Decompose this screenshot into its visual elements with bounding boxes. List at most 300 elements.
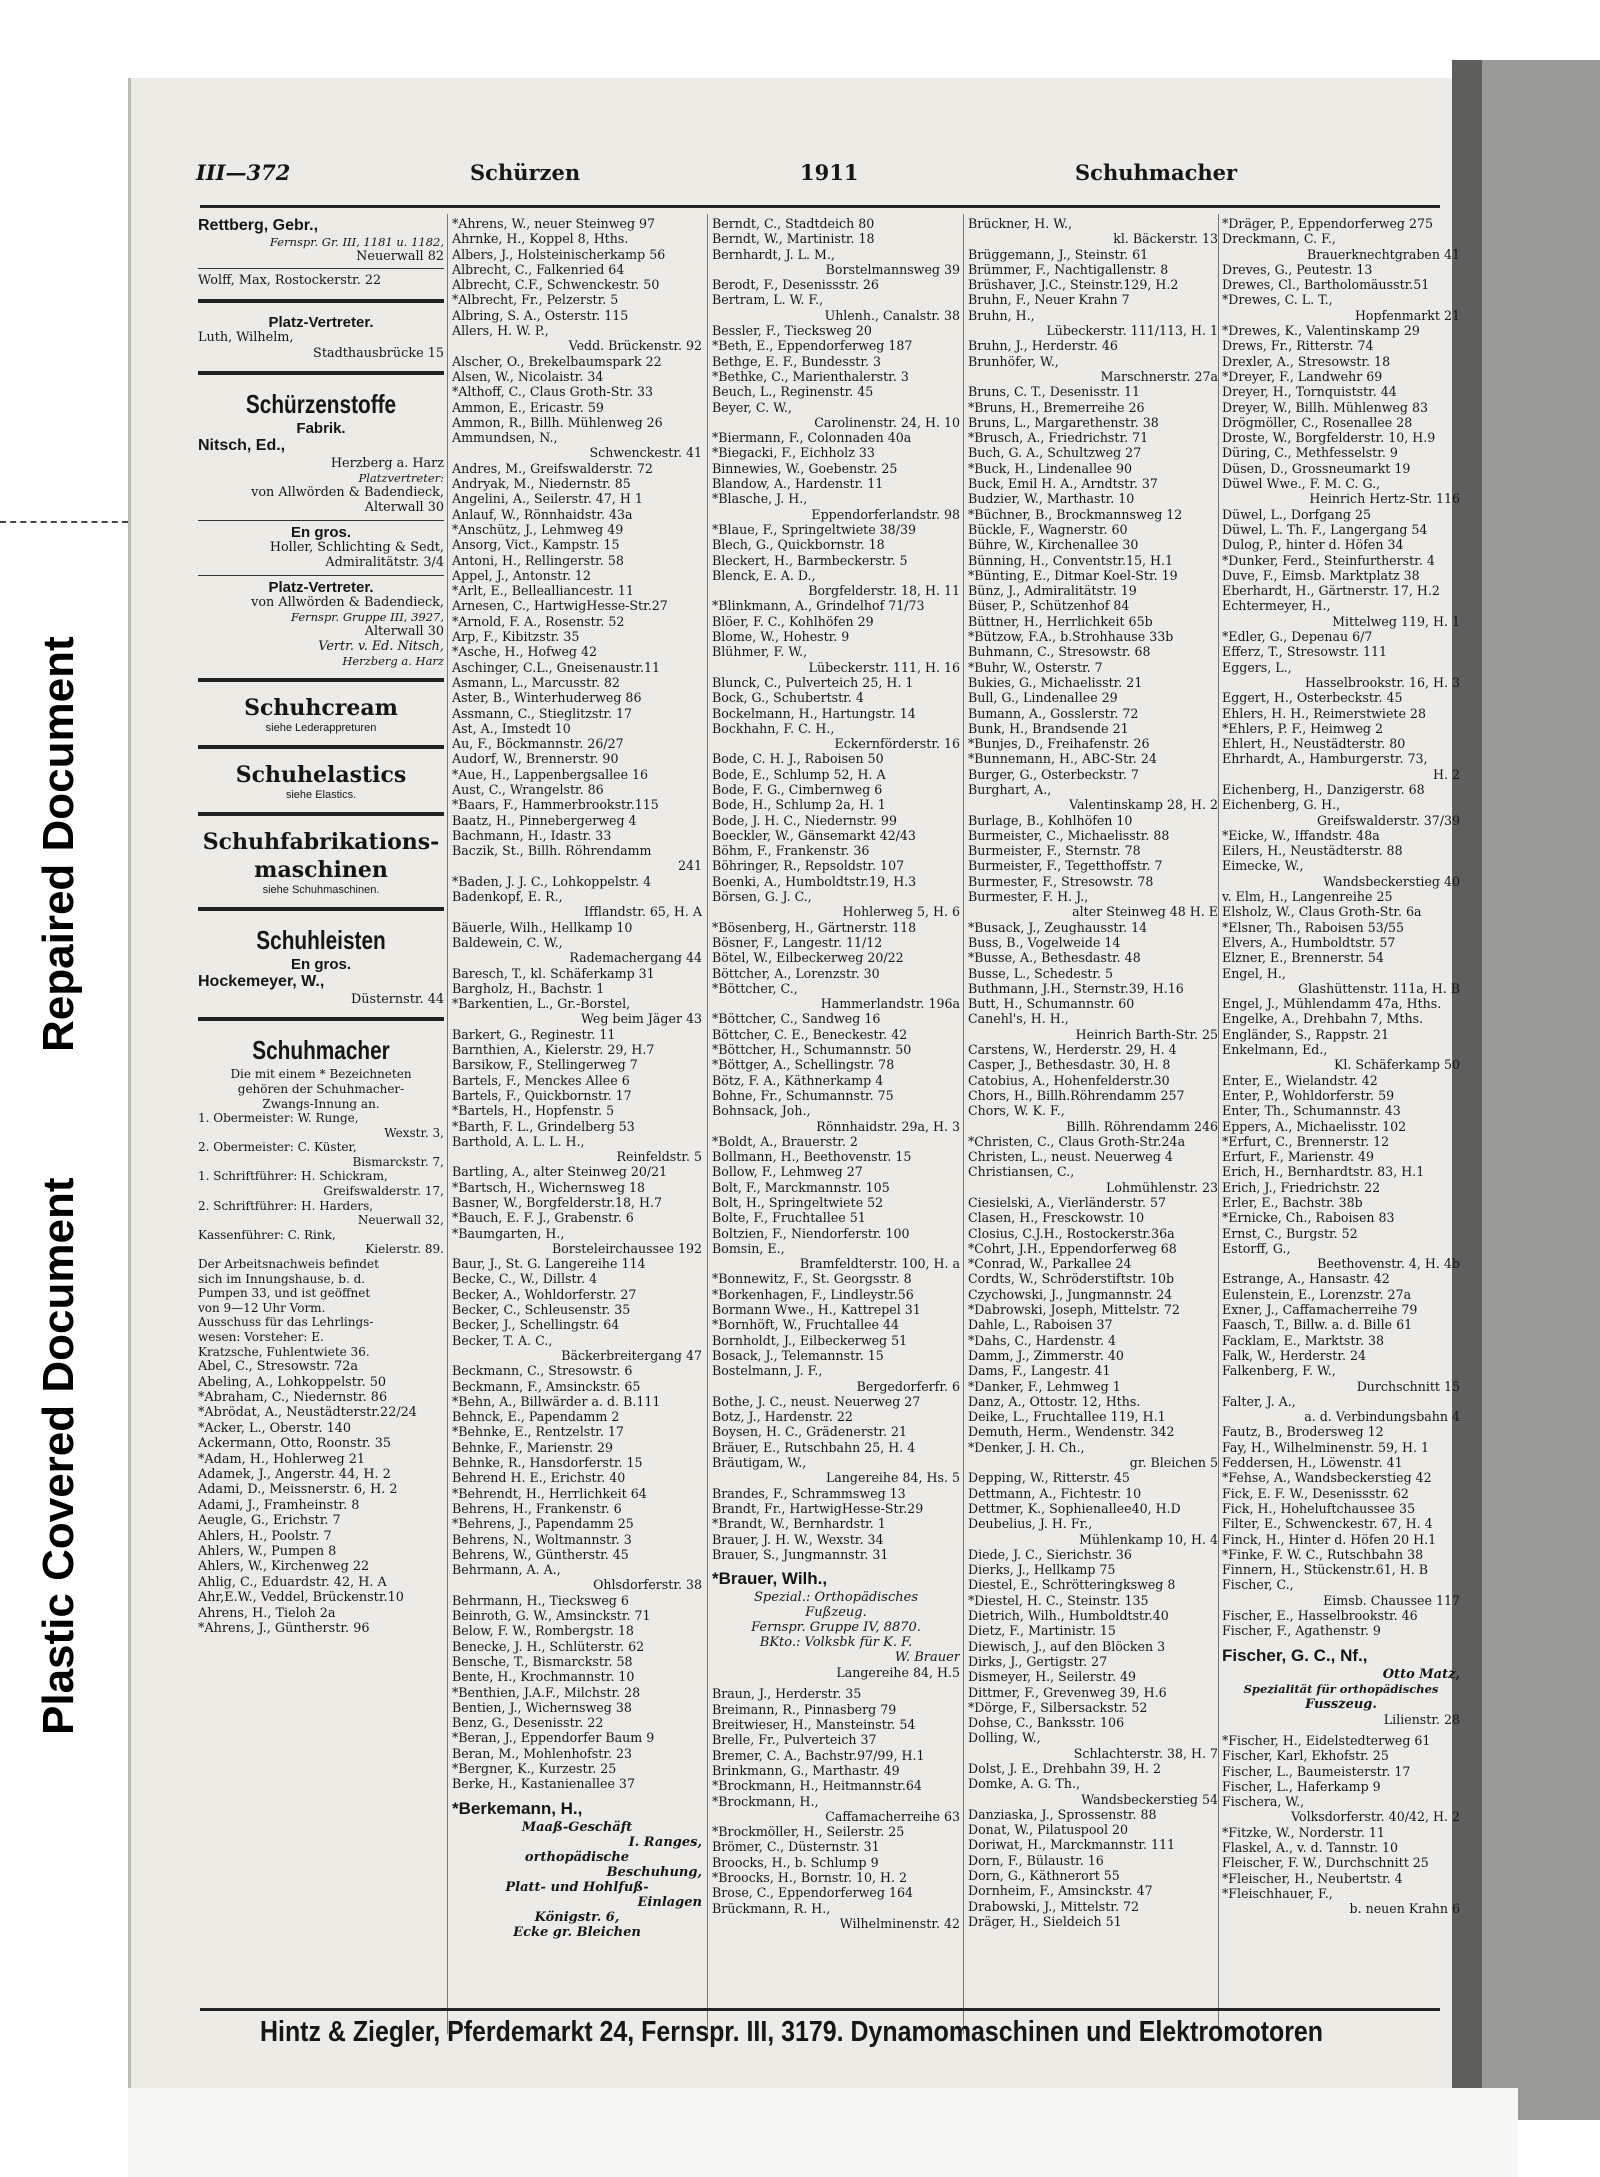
directory-entry: Becker, C., Schleusenstr. 35 — [452, 1302, 631, 1318]
directory-entry: Bückle, F., Wagnerstr. 60 — [968, 521, 1128, 537]
directory-entry: Börsen, G. J. C., — [712, 889, 812, 905]
directory-entry: Allers, H. W. P., — [452, 323, 549, 339]
directory-entry: *Büchner, B., Brockmannsweg 12 — [968, 506, 1183, 522]
directory-entry: Becker, T. A. C., — [452, 1332, 553, 1348]
directory-entry: Dulog, P., hinter d. Höfen 34 — [1222, 537, 1404, 553]
directory-entry: Boeckler, W., Gänsemarkt 42/43 — [712, 827, 916, 843]
directory-entry: Ammundsen, N., — [452, 430, 558, 446]
directory-entry: Efferz, T., Stresowstr. 111 — [1222, 644, 1388, 660]
directory-entry: Bruhn, H., — [968, 307, 1035, 323]
directory-entry: von 9—12 Uhr Vorm. — [198, 1300, 326, 1315]
directory-entry: Düwel, L., Dorfgang 25 — [1222, 506, 1371, 522]
directory-entry: *Drewes, K., Valentinskamp 29 — [1222, 323, 1420, 339]
divider — [198, 575, 444, 576]
directory-entry: Anlauf, W., Rönnhaidstr. 43a — [452, 506, 633, 522]
directory-entry: Ackermann, Otto, Roonstr. 35 — [198, 1436, 391, 1452]
fischer-ad — [1222, 1645, 1460, 1727]
directory-entry: Alscher, O., Brekelbaumspark 22 — [452, 353, 662, 369]
directory-entry: Fischer, E., Hasselbrookstr. 46 — [1222, 1608, 1418, 1624]
directory-entry: Czychowski, J., Jungmannstr. 24 — [968, 1286, 1173, 1302]
allwoerden-entry: von Allwörden & Badendieck, — [251, 484, 444, 500]
directory-entry: *Bornhöft, W., Fruchtallee 44 — [712, 1317, 900, 1333]
directory-entry: Badenkopf, E. R., — [452, 889, 563, 905]
directory-entry: Bohnsack, Joh., — [712, 1103, 811, 1119]
platzvertreter-label: Platzvertreter: — [358, 470, 444, 485]
directory-entry: H. 2 — [1432, 766, 1460, 782]
directory-entry: gr. Bleichen 5 — [1129, 1455, 1218, 1471]
footer-rule — [200, 2008, 1440, 2011]
directory-entry: Barnthien, A., Kielerstr. 29, H.7 — [452, 1042, 655, 1058]
directory-entry: *Barth, F. L., Grindelberg 53 — [452, 1118, 635, 1134]
directory-entry: *Fischer, H., Eidelstedterweg 61 — [1222, 1732, 1431, 1748]
directory-entry: *Brockmann, H., — [712, 1793, 819, 1809]
directory-entry: *Blinkmann, A., Grindelhof 71/73 — [712, 598, 925, 614]
directory-entry: Burger, G., Osterbeckstr. 7 — [968, 766, 1139, 782]
directory-entry: Alsen, W., Nicolaistr. 34 — [452, 368, 604, 384]
directory-entry: *Beth, E., Eppendorferweg 187 — [712, 338, 913, 354]
directory-entry: Christen, L., neust. Neuerweg 4 — [968, 1149, 1173, 1165]
directory-entry: Danziaska, J., Sprossenstr. 88 — [968, 1806, 1157, 1822]
directory-entry: Bockelmann, H., Hartungstr. 14 — [712, 705, 916, 721]
directory-entry: Ehlers, H. H., Reimerstwiete 28 — [1222, 705, 1426, 721]
directory-entry: Ahlers, W., Pumpen 8 — [198, 1544, 337, 1560]
directory-entry: *Elsner, Th., Raboisen 53/55 — [1222, 919, 1404, 935]
directory-entry: *Beran, J., Eppendorfer Baum 9 — [452, 1730, 655, 1746]
schuhmacher-heading: Schuhmacher — [252, 1035, 390, 1066]
directory-entry: Elsholz, W., Claus Groth-Str. 6a — [1222, 904, 1422, 920]
directory-entry: Böhringer, R., Repsoldstr. 107 — [712, 858, 905, 874]
directory-entry: *Acker, L., Oberstr. 140 — [198, 1420, 352, 1436]
directory-entry: *Buck, H., Lindenallee 90 — [968, 460, 1132, 476]
directory-entry: Burmester, F., Stresowstr. 78 — [968, 873, 1154, 889]
directory-entry: Bessler, F., Tiecksweg 20 — [712, 323, 872, 339]
directory-entry: gehören der Schuhmacher- — [237, 1081, 405, 1096]
directory-entry: Engel, H., — [1222, 965, 1286, 981]
directory-entry: Drabowski, J., Mittelstr. 72 — [968, 1898, 1139, 1914]
directory-entry: Borsteleirchaussee 192 — [551, 1240, 702, 1256]
directory-entry: Ahlig, C., Eduardstr. 42, H. A — [198, 1574, 387, 1590]
directory-entry: Finck, H., Hinter d. Höfen 20 H.1 — [1222, 1531, 1437, 1547]
directory-entry: Beran, M., Mohlenhofstr. 23 — [452, 1745, 632, 1761]
directory-entry: Burghart, A., — [968, 781, 1052, 797]
ad-line: Fußzeug. — [805, 1605, 867, 1621]
directory-entry: Eberhardt, H., Gärtnerstr. 17, H.2 — [1222, 583, 1440, 599]
directory-entry: *Albrecht, Fr., Pelzerstr. 5 — [452, 292, 619, 308]
innung-note — [198, 1067, 444, 1359]
directory-entry: *Christen, C., Claus Groth-Str.24a — [968, 1133, 1186, 1149]
directory-entry: Bösner, F., Langestr. 11/12 — [712, 934, 883, 950]
directory-entry: Closius, C.J.H., Rostockerstr.36a — [968, 1225, 1175, 1241]
directory-entry: Dahle, L., Raboisen 37 — [968, 1317, 1113, 1333]
entry-list — [712, 216, 960, 1562]
directory-entry: Der Arbeitsnachweis befindet — [198, 1257, 379, 1272]
directory-entry: Bolte, F., Fruchtallee 51 — [712, 1210, 866, 1226]
directory-entry: Bente, H., Krochmannstr. 10 — [452, 1669, 635, 1685]
directory-entry: Burmester, F. H. J., — [968, 889, 1089, 905]
directory-entry: Bornholdt, J., Eilbeckerweg 51 — [712, 1332, 908, 1348]
directory-entry: *Adam, H., Hohlerweg 21 — [198, 1451, 366, 1467]
directory-entry: Becker, J., Schellingstr. 64 — [452, 1317, 620, 1333]
directory-entry: Donat, W., Pilatuspool 20 — [968, 1822, 1129, 1838]
rettberg-phone: Fernspr. Gr. III, 1181 u. 1182, — [269, 235, 444, 249]
directory-entry: *Bauch, E. F. J., Grabenstr. 6 — [452, 1210, 634, 1226]
divider — [198, 1017, 444, 1021]
directory-entry: Düring, C., Methfesselstr. 9 — [1222, 445, 1398, 461]
directory-entry: Ehlert, H., Neustädterstr. 80 — [1222, 736, 1406, 752]
directory-entry: Enter, Th., Schumannstr. 43 — [1222, 1103, 1401, 1119]
directory-entry: *Bartsch, H., Wichernsweg 18 — [452, 1179, 646, 1195]
directory-entry: Dreyer, H., Tornquiststr. 44 — [1222, 384, 1397, 400]
directory-entry: Eimecke, W., — [1222, 858, 1304, 874]
directory-entry: Düsen, D., Grossneumarkt 19 — [1222, 460, 1411, 476]
directory-entry: Kielerstr. 89. — [365, 1242, 444, 1257]
directory-entry: Bode, E., Schlump 52, H. A — [712, 766, 886, 782]
rettberg-address: Neuerwall 82 — [356, 249, 444, 264]
directory-entry: *Busack, J., Zeughausstr. 14 — [968, 919, 1148, 935]
directory-entry: Bukies, G., Michaelisstr. 21 — [968, 674, 1143, 690]
directory-entry: Kratzsche, Fuhlentwiete 36. — [198, 1344, 370, 1359]
directory-entry: Aschinger, C.L., Gneisenaustr.11 — [452, 659, 661, 675]
directory-entry: *Blasche, J. H., — [712, 491, 808, 507]
directory-entry: Blunck, C., Pulverteich 25, H. 1 — [712, 674, 914, 690]
directory-entry: *Althoff, C., Claus Groth-Str. 33 — [452, 384, 654, 400]
directory-entry: *Conrad, W., Parkallee 24 — [968, 1256, 1132, 1272]
directory-entry: *Behn, A., Billwärder a. d. B.111 — [452, 1393, 661, 1409]
hockemeyer-address: Düsternstr. 44 — [351, 991, 444, 1007]
directory-entry: Demuth, Herm., Wendenstr. 342 — [968, 1424, 1175, 1440]
directory-entry: Canehl's, H. H., — [968, 1011, 1069, 1027]
directory-entry: Blandow, A., Hardenstr. 11 — [712, 476, 884, 492]
luth-entry: Luth, Wilhelm, — [198, 330, 294, 346]
directory-entry: *Eicke, W., Iffandstr. 48a — [1222, 827, 1380, 843]
schuhmaschinen-ref: siehe Schuhmaschinen. — [262, 883, 380, 896]
directory-entry: Busse, L., Schedestr. 5 — [968, 965, 1114, 981]
page-number: III—372 — [196, 160, 291, 185]
directory-entry: Buch, G. A., Schultzweg 27 — [968, 445, 1142, 461]
directory-entry: Diede, J. C., Sierichstr. 36 — [968, 1546, 1132, 1562]
directory-entry: Facklam, E., Marktstr. 38 — [1222, 1332, 1385, 1348]
directory-entry: *Ahrens, J., Güntherstr. 96 — [198, 1621, 370, 1637]
directory-entry: Burmeister, C., Michaelisstr. 88 — [968, 827, 1170, 843]
directory-entry: Valentinskamp 28, H. 2 — [1069, 797, 1218, 813]
directory-entry: Bachmann, H., Idastr. 33 — [452, 827, 612, 843]
directory-entry: Bollmann, H., Beethovenstr. 15 — [712, 1149, 912, 1165]
directory-entry: Mühlenkamp 10, H. 4 — [1079, 1531, 1218, 1547]
directory-entry: Behrens, N., Woltmannstr. 3 — [452, 1531, 632, 1547]
directory-entry: Clasen, H., Fresckowstr. 10 — [968, 1210, 1145, 1226]
directory-entry: Brückmann, R. H., — [712, 1900, 831, 1916]
directory-entry: Audorf, W., Brennerstr. 90 — [452, 751, 619, 767]
directory-entry: Fick, H., Hoheluftchaussee 35 — [1222, 1500, 1416, 1516]
directory-entry: *Behnke, E., Rentzelstr. 17 — [452, 1424, 624, 1440]
directory-entry: Wandsbeckerstieg 54 — [1081, 1791, 1218, 1807]
ad-line: Otto Matz, — [1382, 1666, 1460, 1682]
directory-entry: Andres, M., Greifswalderstr. 72 — [452, 460, 653, 476]
directory-entry: Doriwat, H., Marckmannstr. 111 — [968, 1837, 1176, 1853]
directory-entry: Behrmann, A. A., — [452, 1562, 561, 1578]
column-1 — [198, 216, 444, 2016]
nitsch-name: Nitsch, Ed., — [198, 437, 286, 455]
directory-entry: Die mit einem * Bezeichneten — [230, 1067, 412, 1082]
nitsch-address: Herzberg a. Harz — [330, 456, 444, 472]
directory-entry: Angelini, A., Seilerstr. 47, H 1 — [452, 491, 643, 507]
directory-entry: Ausschuss für das Lehrlings- — [198, 1315, 374, 1330]
directory-entry: Durchschnitt 15 — [1356, 1378, 1460, 1394]
directory-entry: *Brockmöller, H., Seilerstr. 25 — [712, 1824, 905, 1840]
directory-entry: *Dreyer, F., Landwehr 69 — [1222, 368, 1383, 384]
directory-entry: Blome, W., Hohestr. 9 — [712, 629, 850, 645]
entry-list — [1222, 1733, 1460, 1917]
directory-entry: *Ahrens, W., neuer Steinweg 97 — [452, 216, 656, 231]
directory-entry: Bumann, A., Gosslerstr. 72 — [968, 705, 1139, 721]
directory-entry: Eckernförderstr. 16 — [834, 736, 960, 752]
directory-entry: Berodt, F., Desenissstr. 26 — [712, 277, 879, 293]
directory-entry: Barsikow, F., Stellingerweg 7 — [452, 1057, 638, 1073]
directory-entry: a. d. Verbindungsbahn 4 — [1304, 1409, 1460, 1425]
directory-entry: *Ernicke, Ch., Raboisen 83 — [1222, 1210, 1395, 1226]
ad-line: Königstr. 6, — [534, 1909, 620, 1925]
directory-entry: *Biermann, F., Colonnaden 40a — [712, 430, 912, 446]
ad-line: I. Ranges, — [628, 1834, 702, 1850]
directory-entry: Zwangs-Innung an. — [262, 1096, 380, 1111]
directory-entry: Beckmann, F., Amsinckstr. 65 — [452, 1378, 641, 1394]
ad-line: Fusszeug. — [1305, 1696, 1377, 1712]
directory-entry: Bünning, H., Conventstr.15, H.1 — [968, 552, 1174, 568]
directory-entry: Breitwieser, H., Mansteinstr. 54 — [712, 1717, 916, 1733]
berkemann-name: *Berkemann, H., — [452, 1798, 583, 1818]
directory-entry: Dreckmann, C. F., — [1222, 231, 1336, 247]
directory-entry: *Dabrowski, Joseph, Mittelstr. 72 — [968, 1302, 1180, 1318]
directory-entry: Brandes, F., Schrammsweg 13 — [712, 1485, 906, 1501]
directory-entry: Reinfeldstr. 5 — [616, 1149, 702, 1165]
directory-entry: Domke, A. G. Th., — [968, 1776, 1080, 1792]
directory-entry: Hohlerweg 5, H. 6 — [842, 904, 960, 920]
divider — [198, 268, 444, 269]
directory-entry: Ciesielski, A., Vierländerstr. 57 — [968, 1195, 1167, 1210]
directory-entry: *Bunnemann, H., ABC-Str. 24 — [968, 751, 1157, 767]
directory-entry: Adami, D., Meissnerstr. 6, H. 2 — [198, 1482, 398, 1498]
directory-entry: Eulenstein, E., Lorenzstr. 27a — [1222, 1286, 1412, 1302]
directory-entry: Falk, W., Herderstr. 24 — [1222, 1347, 1366, 1363]
directory-entry: Fischer, L., Haferkamp 9 — [1222, 1778, 1381, 1794]
directory-entry: *Edler, G., Depenau 6/7 — [1222, 629, 1373, 645]
schuhelastics-heading: Schuhelastics — [235, 761, 407, 788]
directory-entry: *Böttcher, C., Sandweg 16 — [712, 1011, 881, 1027]
header-right-keyword: Schuhmacher — [1075, 160, 1238, 185]
directory-entry: Dräger, H., Sieldeich 51 — [968, 1913, 1122, 1929]
directory-entry: Volksdorferstr. 40/42, H. 2 — [1291, 1809, 1460, 1825]
directory-entry: Bäckerbreitergang 47 — [561, 1347, 702, 1363]
directory-entry: Dismeyer, H., Seilerstr. 49 — [968, 1669, 1136, 1685]
directory-entry: Barthold, A. L. L. H., — [452, 1133, 585, 1149]
directory-entry: Behrens, W., Güntherstr. 45 — [452, 1546, 629, 1562]
brauer-name: *Brauer, Wilh., — [712, 1569, 828, 1589]
directory-entry: wesen: Vorsteher: E. — [198, 1330, 324, 1344]
directory-entry: *Biegacki, F., Eichholz 33 — [712, 445, 875, 461]
column-4 — [968, 216, 1218, 2016]
directory-entry: Heinrich Hertz-Str. 116 — [1309, 491, 1460, 507]
directory-entry: Echtermeyer, H., — [1222, 598, 1331, 614]
entry-list — [452, 216, 702, 1792]
directory-entry: alter Steinweg 48 H. E — [1072, 904, 1218, 920]
directory-entry: Dreves, G., Peutestr. 13 — [1222, 261, 1373, 277]
directory-entry: *Dahs, C., Hardenstr. 4 — [968, 1332, 1116, 1348]
directory-entry: Behrend H. E., Erichstr. 40 — [452, 1470, 626, 1486]
directory-entry: Dohse, C., Banksstr. 106 — [968, 1715, 1125, 1731]
directory-entry: Rademachergang 44 — [569, 950, 702, 966]
directory-entry: Faasch, T., Billw. a. d. Bille 61 — [1222, 1317, 1413, 1333]
schuerzenstoffe-heading: Schürzenstoffe — [245, 389, 397, 420]
directory-entry: Damm, J., Zimmerstr. 40 — [968, 1347, 1124, 1363]
directory-entry: Langereihe 84, Hs. 5 — [825, 1470, 960, 1486]
directory-entry: Eppers, A., Michaelisstr. 102 — [1222, 1118, 1407, 1134]
directory-entry: Fay, H., Wilhelminenstr. 59, H. 1 — [1222, 1439, 1430, 1455]
fischer-name: Fischer, G. C., Nf., — [1222, 1645, 1368, 1665]
directory-entry: 2. Obermeister: C. Küster, — [198, 1140, 357, 1155]
directory-entry: Abeling, A., Lohkoppelstr. 50 — [198, 1374, 386, 1390]
directory-entry: Fischer, C., — [1222, 1577, 1294, 1593]
platz-vertreter-heading-2: Platz-Vertreter. — [268, 578, 374, 596]
directory-entry: Baur, J., St. G. Langereihe 114 — [452, 1256, 646, 1272]
directory-entry: Eggert, H., Osterbeckstr. 45 — [1222, 690, 1403, 706]
directory-entry: Schlachterstr. 38, H. 7 — [1073, 1745, 1218, 1761]
directory-entry: Bergedorferfr. 6 — [856, 1378, 960, 1394]
directory-entry: Albers, J., Holsteinischerkamp 56 — [452, 246, 666, 262]
directory-entry: Estorff, G., — [1222, 1240, 1291, 1256]
directory-entry: Dorn, F., Bülaustr. 16 — [968, 1852, 1104, 1868]
directory-entry: *Behrendt, H., Herrlichkeit 64 — [452, 1485, 647, 1501]
engros-heading-2: En gros. — [290, 955, 351, 973]
directory-entry: Brinkmann, G., Marthastr. 49 — [712, 1762, 900, 1778]
header-rule — [200, 205, 1440, 208]
directory-entry: Buss, B., Vogelweide 14 — [968, 934, 1121, 950]
directory-entry: Bismarckstr. 7, — [352, 1154, 444, 1169]
holler-address: Admiralitätstr. 3/4 — [325, 555, 444, 571]
directory-entry: Botz, J., Hardenstr. 22 — [712, 1409, 853, 1425]
directory-entry: Bosack, J., Telemannstr. 15 — [712, 1347, 884, 1363]
rettberg-name: Rettberg, Gebr., — [198, 217, 319, 234]
directory-entry: Pumpen 33, und ist geöffnet — [198, 1286, 371, 1301]
directory-entry: Bethge, E. F., Bundesstr. 3 — [712, 353, 882, 369]
directory-entry: Drewes, Cl., Bartholomäusstr.51 — [1222, 277, 1430, 293]
directory-entry: Bräuer, E., Rutschbahn 25, H. 4 — [712, 1439, 916, 1455]
directory-entry: Brömer, C., Düsternstr. 31 — [712, 1839, 880, 1855]
directory-entry: Bernhardt, J. L. M., — [712, 246, 835, 262]
directory-entry: Greifswalderstr. 37/39 — [1317, 812, 1460, 828]
directory-entry: Diestel, E., Schrötteringksweg 8 — [968, 1577, 1176, 1593]
directory-entry: Behrens, H., Frankenstr. 6 — [452, 1500, 622, 1516]
directory-entry: Mittelweg 119, H. 1 — [1332, 613, 1460, 629]
directory-entry: Dornheim, F., Amsinckstr. 47 — [968, 1883, 1153, 1899]
directory-entry: Fischer, F., Agathenstr. 9 — [1222, 1623, 1381, 1639]
directory-entry: Dams, F., Langestr. 41 — [968, 1363, 1111, 1379]
column-divider — [447, 214, 448, 2034]
directory-entry: *Drewes, C. L. T., — [1222, 292, 1333, 308]
directory-entry: Kassenführer: C. Rink, — [198, 1227, 336, 1242]
directory-entry: Budzier, W., Marthastr. 10 — [968, 491, 1135, 507]
directory-entry: *Fitzke, W., Norderstr. 11 — [1222, 1824, 1385, 1840]
allwoerden-address: Alterwall 30 — [364, 500, 444, 516]
directory-entry: b. neuen Krahn 6 — [1349, 1901, 1460, 1917]
directory-entry: Marschnerstr. 27a — [1100, 368, 1218, 384]
schuhcream-heading: Schuhcream — [244, 694, 398, 721]
ad-line: BKto.: Volksbk für K. F. — [759, 1635, 913, 1651]
directory-entry: *Busse, A., Bethesdastr. 48 — [968, 950, 1141, 966]
directory-entry: Berke, H., Kastanienallee 37 — [452, 1776, 635, 1792]
directory-entry: *Barkentien, L., Gr.-Borstel, — [452, 996, 631, 1012]
directory-entry: Binnewies, W., Goebenstr. 25 — [712, 460, 898, 476]
directory-entry: Au, F., Böckmannstr. 26/27 — [452, 736, 624, 752]
directory-entry: Deike, L., Fruchtallee 119, H.1 — [968, 1409, 1166, 1425]
directory-entry: Fick, E. F. W., Desenissstr. 62 — [1222, 1485, 1409, 1501]
directory-entry: *Abraham, C., Niedernstr. 86 — [198, 1390, 388, 1405]
entry-list — [712, 1686, 960, 1931]
directory-entry: Brauer, S., Jungmannstr. 31 — [712, 1546, 889, 1562]
ad-line: orthopädische — [524, 1849, 630, 1865]
directory-entry: Bomsin, E., — [712, 1240, 785, 1256]
page-header — [160, 160, 1440, 200]
directory-entry: Albring, S. A., Osterstr. 115 — [452, 307, 629, 323]
directory-entry: Borstelmannsweg 39 — [825, 261, 960, 277]
directory-entry: Butt, H., Schumannstr. 60 — [968, 996, 1135, 1012]
directory-entry: sich im Innungshause, b. d. — [198, 1271, 366, 1286]
directory-entry: *Fleischhauer, F., — [1222, 1885, 1333, 1901]
berkemann-ad — [452, 1798, 702, 1940]
directory-entry: Boltzien, F., Niendorferstr. 100 — [712, 1225, 910, 1241]
column-divider — [1218, 214, 1219, 2034]
directory-entry: Uhlenh., Canalstr. 38 — [824, 307, 960, 323]
directory-entry: v. Elm, H., Langenreihe 25 — [1222, 889, 1393, 905]
directory-entry: Boenki, A., Humboldtstr.19, H.3 — [712, 873, 917, 889]
directory-entry: Ifflandstr. 65, H. A — [584, 904, 702, 920]
directory-entry: *Böttger, A., Schellingstr. 78 — [712, 1057, 895, 1073]
directory-entry: *Benthien, J.A.F., Milchstr. 28 — [452, 1684, 641, 1700]
divider — [198, 299, 444, 303]
directory-entry: Braun, J., Herderstr. 35 — [712, 1686, 862, 1702]
directory-entry: Brunhöfer, W., — [968, 353, 1059, 369]
directory-entry: *Bergner, K., Kurzestr. 25 — [452, 1760, 617, 1776]
directory-entry: Dittmer, F., Grevenweg 39, H.6 — [968, 1684, 1167, 1700]
column-3 — [712, 216, 960, 2016]
directory-entry: *Abrödat, A., Neustädterstr.22/24 — [198, 1405, 417, 1421]
directory-entry: Below, F. W., Rombergstr. 18 — [452, 1623, 634, 1639]
directory-entry: Wilhelminenstr. 42 — [839, 1915, 960, 1931]
ad-line: Lilienstr. 28 — [1383, 1711, 1460, 1727]
repaired-document-label: Repaired Document — [34, 636, 83, 1052]
directory-entry: Ast, A., Imstedt 10 — [452, 720, 571, 736]
vertr-nitsch: Vertr. v. Ed. Nitsch, — [318, 639, 444, 655]
footer-advert: Hintz & Ziegler, Pferdemarkt 24, Fernspr. III, 3179. Dynamomaschinen und Elektromotoren — [260, 2016, 1324, 2048]
directory-entry: Adami, J., Framheinstr. 8 — [198, 1497, 360, 1513]
directory-entry: Neuerwall 32, — [357, 1213, 444, 1228]
directory-entry: Bolt, F., Marckmannstr. 105 — [712, 1179, 890, 1195]
directory-entry: Enter, E., Wielandstr. 42 — [1222, 1072, 1378, 1088]
directory-entry: Elzner, E., Brennerstr. 54 — [1222, 950, 1384, 966]
directory-entry: *Bartels, H., Hopfenstr. 5 — [452, 1103, 615, 1119]
directory-entry: Carolinenstr. 24, H. 10 — [814, 414, 960, 430]
directory-entry: Arnesen, C., HartwigHesse-Str.27 — [452, 598, 668, 614]
directory-entry: *Diestel, H. C., Steinstr. 135 — [968, 1592, 1149, 1608]
brauer-ad — [712, 1568, 960, 1680]
directory-entry: Drexler, A., Stresowstr. 18 — [1222, 353, 1391, 369]
directory-entry: *Dörge, F., Silbersackstr. 52 — [968, 1699, 1148, 1715]
directory-entry: Düwel Wwe., F. M. C. G., — [1222, 476, 1381, 492]
dashed-marker — [0, 521, 128, 523]
directory-entry: Ammon, E., Ericastr. 59 — [452, 399, 604, 415]
directory-entry: Bohne, Fr., Schumannstr. 75 — [712, 1087, 894, 1103]
directory-entry: Eichenberg, H., Danzigerstr. 68 — [1222, 781, 1425, 797]
plastic-covered-document-label: Plastic Covered Document — [34, 1177, 83, 1735]
